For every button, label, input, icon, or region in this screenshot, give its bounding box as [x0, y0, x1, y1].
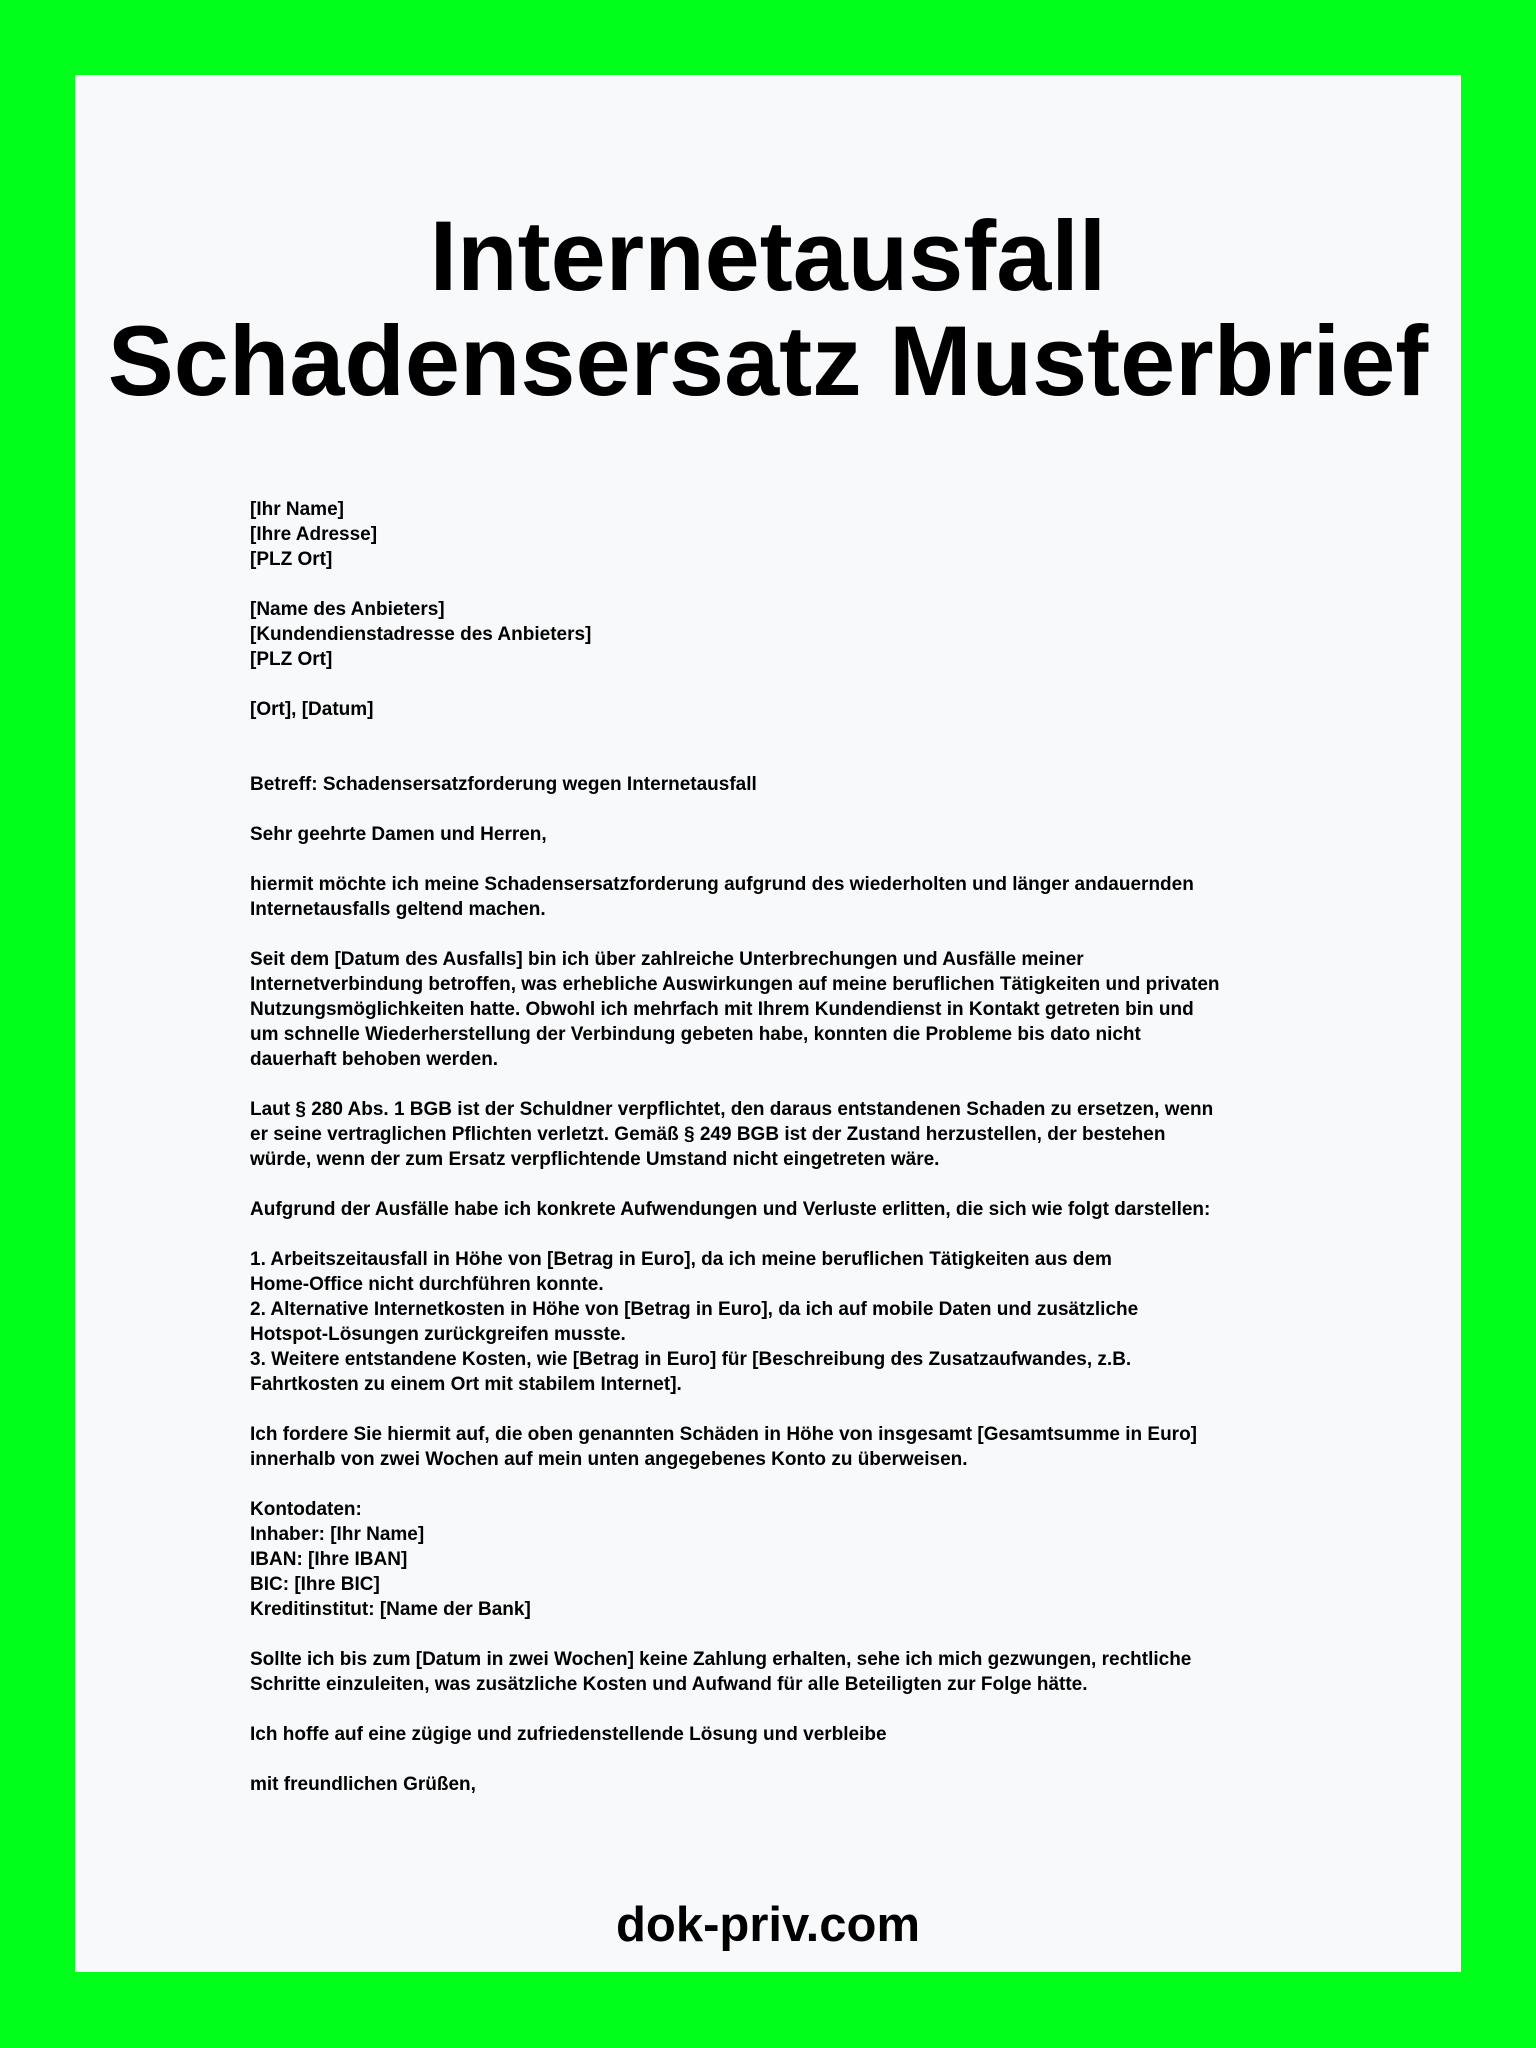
recipient-block	[250, 597, 1370, 672]
list-item: Home-Office nicht durchführen konnte.	[250, 1274, 604, 1295]
paragraph-7: Ich hoffe auf eine zügige und zufriedenstellende Lösung und verbleibe	[250, 1724, 887, 1745]
sender-name: [Ihr Name]	[250, 499, 344, 520]
list-item: 3. Weitere entstandene Kosten, wie [Betrag in Euro] für [Beschreibung des Zusatzaufwandes, z.B.	[250, 1349, 1132, 1370]
title-line-2: Schadensersatz Musterbrief	[107, 305, 1429, 416]
paragraph-line: hiermit möchte ich meine Schadensersatzforderung aufgrund des wiederholten und länger andauernden	[250, 874, 1194, 895]
paragraph-line: Internetausfalls geltend machen.	[250, 899, 546, 920]
recipient-address: [Kundendienstadresse des Anbieters]	[250, 624, 592, 645]
paragraph-line: Sollte ich bis zum [Datum in zwei Wochen] keine Zahlung erhalten, sehe ich mich gezwungen, rechtliche	[250, 1649, 1192, 1670]
salutation: Sehr geehrte Damen und Herren,	[250, 824, 547, 845]
sender-city: [PLZ Ort]	[250, 549, 333, 570]
list-item: 1. Arbeitszeitausfall in Höhe von [Betrag in Euro], da ich meine beruflichen Tätigkeiten aus dem	[250, 1249, 1112, 1270]
paragraph-line: Internetverbindung betroffen, was erhebliche Auswirkungen auf meine beruflichen Tätigkeiten und privaten	[250, 974, 1220, 995]
paragraph-2	[250, 947, 1370, 1072]
list-item: Fahrtkosten zu einem Ort mit stabilem Internet].	[250, 1374, 682, 1395]
paragraph-line: Aufgrund der Ausfälle habe ich konkrete Aufwendungen und Verluste erlitten, die sich wie folgt darstellen:	[250, 1199, 1211, 1220]
paragraph-line: Laut § 280 Abs. 1 BGB ist der Schuldner verpflichtet, den daraus entstandenen Schaden zu ersetzen, wenn	[250, 1099, 1214, 1120]
paragraph-1	[250, 872, 1370, 922]
bank-iban: IBAN: [Ihre IBAN]	[250, 1549, 408, 1570]
footer-website: dok-priv.com	[615, 1898, 921, 1952]
paragraph-5	[250, 1422, 1370, 1472]
paragraph-3	[250, 1097, 1370, 1172]
list-item: Hotspot-Lösungen zurückgreifen musste.	[250, 1324, 626, 1345]
paragraph-4	[250, 1197, 1370, 1222]
paragraph-line: innerhalb von zwei Wochen auf mein unten angegebenes Konto zu überweisen.	[250, 1449, 968, 1470]
title-line-1: Internetausfall	[429, 200, 1107, 311]
place-date: [Ort], [Datum]	[250, 699, 374, 720]
document-title	[75, 200, 1461, 416]
damages-list	[250, 1247, 1370, 1397]
sender-block	[250, 497, 1370, 572]
bank-holder: Inhaber: [Ihr Name]	[250, 1524, 425, 1545]
letter-body	[250, 497, 1370, 1797]
bank-heading: Kontodaten:	[250, 1499, 362, 1520]
paragraph-line: um schnelle Wiederherstellung der Verbindung gebeten habe, konnten die Probleme bis dato nicht	[250, 1024, 1141, 1045]
paragraph-line: Seit dem [Datum des Ausfalls] bin ich über zahlreiche Unterbrechungen und Ausfälle meiner	[250, 949, 1084, 970]
paragraph-line: er seine vertraglichen Pflichten verletzt. Gemäß § 249 BGB ist der Zustand herzustellen, der bestehen	[250, 1124, 1166, 1145]
bank-bic: BIC: [Ihre BIC]	[250, 1574, 380, 1595]
recipient-name: [Name des Anbieters]	[250, 599, 445, 620]
document-page	[75, 75, 1461, 1972]
subject-line: Betreff: Schadensersatzforderung wegen Internetausfall	[250, 774, 757, 795]
paragraph-6	[250, 1647, 1370, 1697]
paragraph-line: dauerhaft behoben werden.	[250, 1049, 499, 1070]
list-item: 2. Alternative Internetkosten in Höhe von [Betrag in Euro], da ich auf mobile Daten und zusätzliche	[250, 1299, 1139, 1320]
paragraph-line: Nutzungsmöglichkeiten hatte. Obwohl ich mehrfach mit Ihrem Kundendienst in Kontakt getreten bin und	[250, 999, 1194, 1020]
closing: mit freundlichen Grüßen,	[250, 1774, 476, 1795]
paragraph-line: Ich fordere Sie hiermit auf, die oben genannten Schäden in Höhe von insgesamt [Gesamtsumme in Euro]	[250, 1424, 1198, 1445]
bank-institute: Kreditinstitut: [Name der Bank]	[250, 1599, 531, 1620]
paragraph-line: Schritte einzuleiten, was zusätzliche Kosten und Aufwand für alle Beteiligten zur Folge hätte.	[250, 1674, 1088, 1695]
paragraph-line: würde, wenn der zum Ersatz verpflichtende Umstand nicht eingetreten wäre.	[250, 1149, 940, 1170]
recipient-city: [PLZ Ort]	[250, 649, 333, 670]
bank-details	[250, 1497, 1370, 1622]
sender-address: [Ihre Adresse]	[250, 524, 378, 545]
